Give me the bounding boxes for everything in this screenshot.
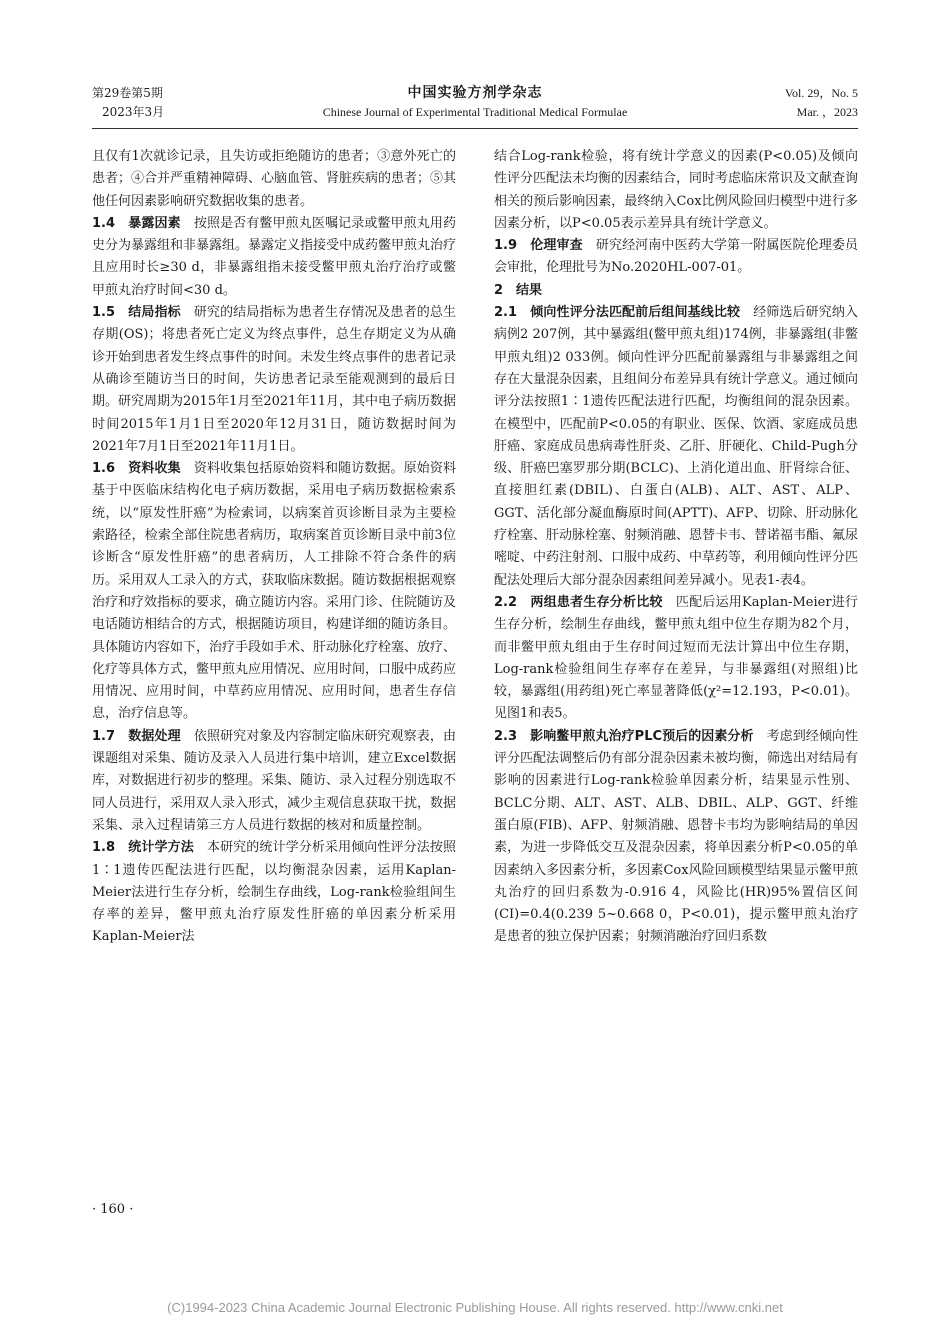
subsection-body: 考虑到经倾向性评分匹配法调整后仍有部分混杂因素未被均衡，筛选出对结局有影响的因素进行Log-rank检验单因素分析，结果显示性别、BCLC分期、ALT、AST、ALB、DBIL、ALP、GGT、纤维蛋白原(FIB)、AFP、射频消融、恩替卡韦均为影响结局的单因素，为进一步降低交互及混杂因素，将单因素分析P<0.05的单因素纳入多因素分析，多因素Cox风险回顾模型结果显示鳖甲煎丸治疗的回归系数为-0.916 4，风险比(HR)95%置信区间(CI)=0.4(0.239 5~0.668 0，P<0.01)，提示鳖甲煎丸治疗是患者的独立保护因素；射频消融治疗回归系数 <box>494 728 859 945</box>
subsection-body: 资料收集包括原始资料和随访数据。原始资料基于中医临床结构化电子病历数据，采用电子病历数据检索系统，以“原发性肝癌”为检索词，以病案首页诊断目录为主要检索路径，检索全部住院患者病历，取病案首页诊断目录中前3位诊断含“原发性肝癌”的患者病历，人工排除不符合条件的病历。采用双人工录入的方式，获取临床数据。随访数据根据观察治疗和疗效指标的要求，确立随访内容。采用门诊、住院随访及电话随访相结合的方式，根据随访项目，构建详细的随访条目。具体随访内容如下，治疗手段如手术、肝动脉化疗栓塞、放疗、化疗等具体方式，鳖甲煎丸应用情况、应用时间，口服中成药应用情况、应用时间，中草药应用情况、应用时间，患者生存信息，治疗信息等。 <box>92 461 457 722</box>
header-right <box>785 84 858 122</box>
journal-title-en: Chinese Journal of Experimental Traditional Medical Formulae <box>322 105 628 119</box>
right-column <box>494 146 858 949</box>
subsection-number: 1.7 <box>92 728 129 744</box>
subsection-number: 1.6 <box>92 461 129 477</box>
subsection-body: 依照研究对象及内容制定临床研究观察表，由课题组对采集、随访及录入人员进行集中培训，建立Excel数据库，对数据进行初步的整理。采集、随访、录入过程分别选取不同人员进行，采用双人录入形式，减少主观信息获取干扰，数据采集、录入过程请第三方人员进行数据的核对和质量控制。 <box>92 728 457 833</box>
subsection-body: 研究经河南中医药大学第一附属医院伦理委员会审批，伦理批号为No.2020HL-007-01。 <box>494 238 858 276</box>
journal-title-cn: 中国实验方剂学杂志 <box>407 85 543 101</box>
subsection-paragraph <box>92 726 456 837</box>
subsection-title: 伦理审查 <box>530 238 596 254</box>
header-volume-cn: 第29卷第5期 <box>92 86 163 100</box>
subsection-body: 本研究的统计学分析采用倾向性评分法按照1∶1遗传匹配法进行匹配，以均衡混杂因素，运用Kaplan-Meier法进行生存分析，绘制生存曲线，Log-rank检验组间生存率的差异，鳖甲煎丸治疗原发性肝癌的单因素分析采用Kaplan-Meier法 <box>92 840 456 945</box>
subsection-body: 研究的结局指标为患者生存情况及患者的总生存期(OS)；将患者死亡定义为终点事件，总生存期定义为从确诊开始到患者发生终点事件的时间。未发生终点事件的患者记录从确诊至随访当日的时间，失访患者记录至能观测到的最后日期。研究周期为2015年1月至2021年11月，其中电子病历数据时间2015年1月1日至2020年12月31日，随访数据时间为2021年7月1日至2021年11月1日。 <box>92 305 457 454</box>
copyright-footer: (C)1994-2023 China Academic Journal Electronic Publishing House. All rights reserved. http://www.cnki.net <box>167 1300 783 1315</box>
subsection-number: 1.8 <box>92 840 129 856</box>
subsection-title: 资料收集 <box>128 461 194 477</box>
subsection-paragraph <box>92 302 456 458</box>
subsection-paragraph <box>92 837 456 948</box>
subsection-title: 影响鳖甲煎丸治疗PLC预后的因素分析 <box>530 728 767 744</box>
running-header <box>0 84 950 126</box>
subsection-paragraph <box>494 592 858 726</box>
continued-paragraph: 结合Log-rank检验，将有统计学意义的因素(P<0.05)及倾向性评分匹配法未均衡的因素结合，同时考虑临床常识及文献查询相关的预后影响因素，最终纳入Cox比例风险回归模型中进行多因素分析，以P<0.05表示差异具有统计学意义。 <box>494 149 859 231</box>
subsection-paragraph <box>92 213 456 302</box>
subsection-paragraph <box>494 726 858 949</box>
subsection-number: 1.9 <box>494 238 531 254</box>
header-date-en: Mar. ，2023 <box>796 105 858 119</box>
subsection-body: 按照是否有鳖甲煎丸医嘱记录或鳖甲煎丸用药史分为暴露组和非暴露组。暴露定义指接受中成药鳖甲煎丸治疗且应用时长≥30 d，非暴露组指未接受鳖甲煎丸治疗治疗或鳖甲煎丸治疗时间<30 d。 <box>92 215 457 298</box>
subsection-title: 暴露因素 <box>128 215 194 231</box>
subsection-body: 经筛选后研究纳入病例2 207例，其中暴露组(鳖甲煎丸组)174例，非暴露组(非鳖甲煎丸组)2 033例。倾向性评分匹配前暴露组与非暴露组之间存在大量混杂因素，且组间分布差异具有统计学意义。通过倾向评分法按照1∶1遗传匹配法进行匹配，均衡组间的混杂因素。在模型中，匹配前P<0.05的有职业、医保、饮酒、家庭成员患肝癌、家庭成员患病毒性肝炎、乙肝、肝硬化、Child-Pugh分级、肝癌巴塞罗那分期(BCLC)、上消化道出血、肝肾综合征、直接胆红素(DBIL)、白蛋白(ALB)、ALT、AST、ALP、GGT、活化部分凝血酶原时间(APTT)、AFP、切除、肝动脉化疗栓塞、肝动脉栓塞、射频消融、恩替卡韦、替诺福韦酯、氟尿嘧啶、中药注射剂、口服中成药、中草药等，利用倾向性评分匹配法处理后大部分混杂因素组间差异减小。见表1-表4。 <box>494 305 859 588</box>
header-volume-en: Vol. 29，No. 5 <box>784 86 858 100</box>
subsection-number: 2.1 <box>494 305 531 321</box>
subsection-paragraph <box>494 235 858 280</box>
subsection-number: 2.2 <box>494 594 531 610</box>
header-date-cn: 2023年3月 <box>102 105 165 119</box>
subsection-title: 结局指标 <box>128 305 194 321</box>
subsection-number: 2.3 <box>494 728 531 744</box>
subsection-number: 1.5 <box>92 305 129 321</box>
page-number: · 160 · <box>92 1202 134 1217</box>
subsection-title: 数据处理 <box>128 728 194 744</box>
subsection-paragraph <box>494 302 858 592</box>
continued-paragraph: 且仅有1次就诊记录，且失访或拒绝随访的患者；③意外死亡的患者；④合并严重精神障碍、心脑血管、肾脏疾病的患者；⑤其他任何因素影响研究数据收集的患者。 <box>92 149 457 209</box>
header-divider <box>92 128 858 129</box>
left-column <box>92 146 456 949</box>
subsection-title: 统计学方法 <box>128 840 207 856</box>
subsection-paragraph <box>92 458 456 726</box>
subsection-body: 匹配后运用Kaplan-Meier进行生存分析，绘制生存曲线，鳖甲煎丸组中位生存期为82个月，而非鳖甲煎丸组由于生存时间过短而无法计算出中位生存期，Log-rank检验组间生存率存在差异，与非暴露组(对照组)比较，暴露组(用药组)死亡率显著降低(χ²=12.193，P<0.01)。见图1和表5。 <box>494 594 858 722</box>
subsection-title: 两组患者生存分析比较 <box>530 594 676 610</box>
subsection-number: 1.4 <box>92 215 129 231</box>
subsection-title: 倾向性评分法匹配前后组间基线比较 <box>530 305 754 321</box>
section-heading: 2 结果 <box>494 282 543 298</box>
